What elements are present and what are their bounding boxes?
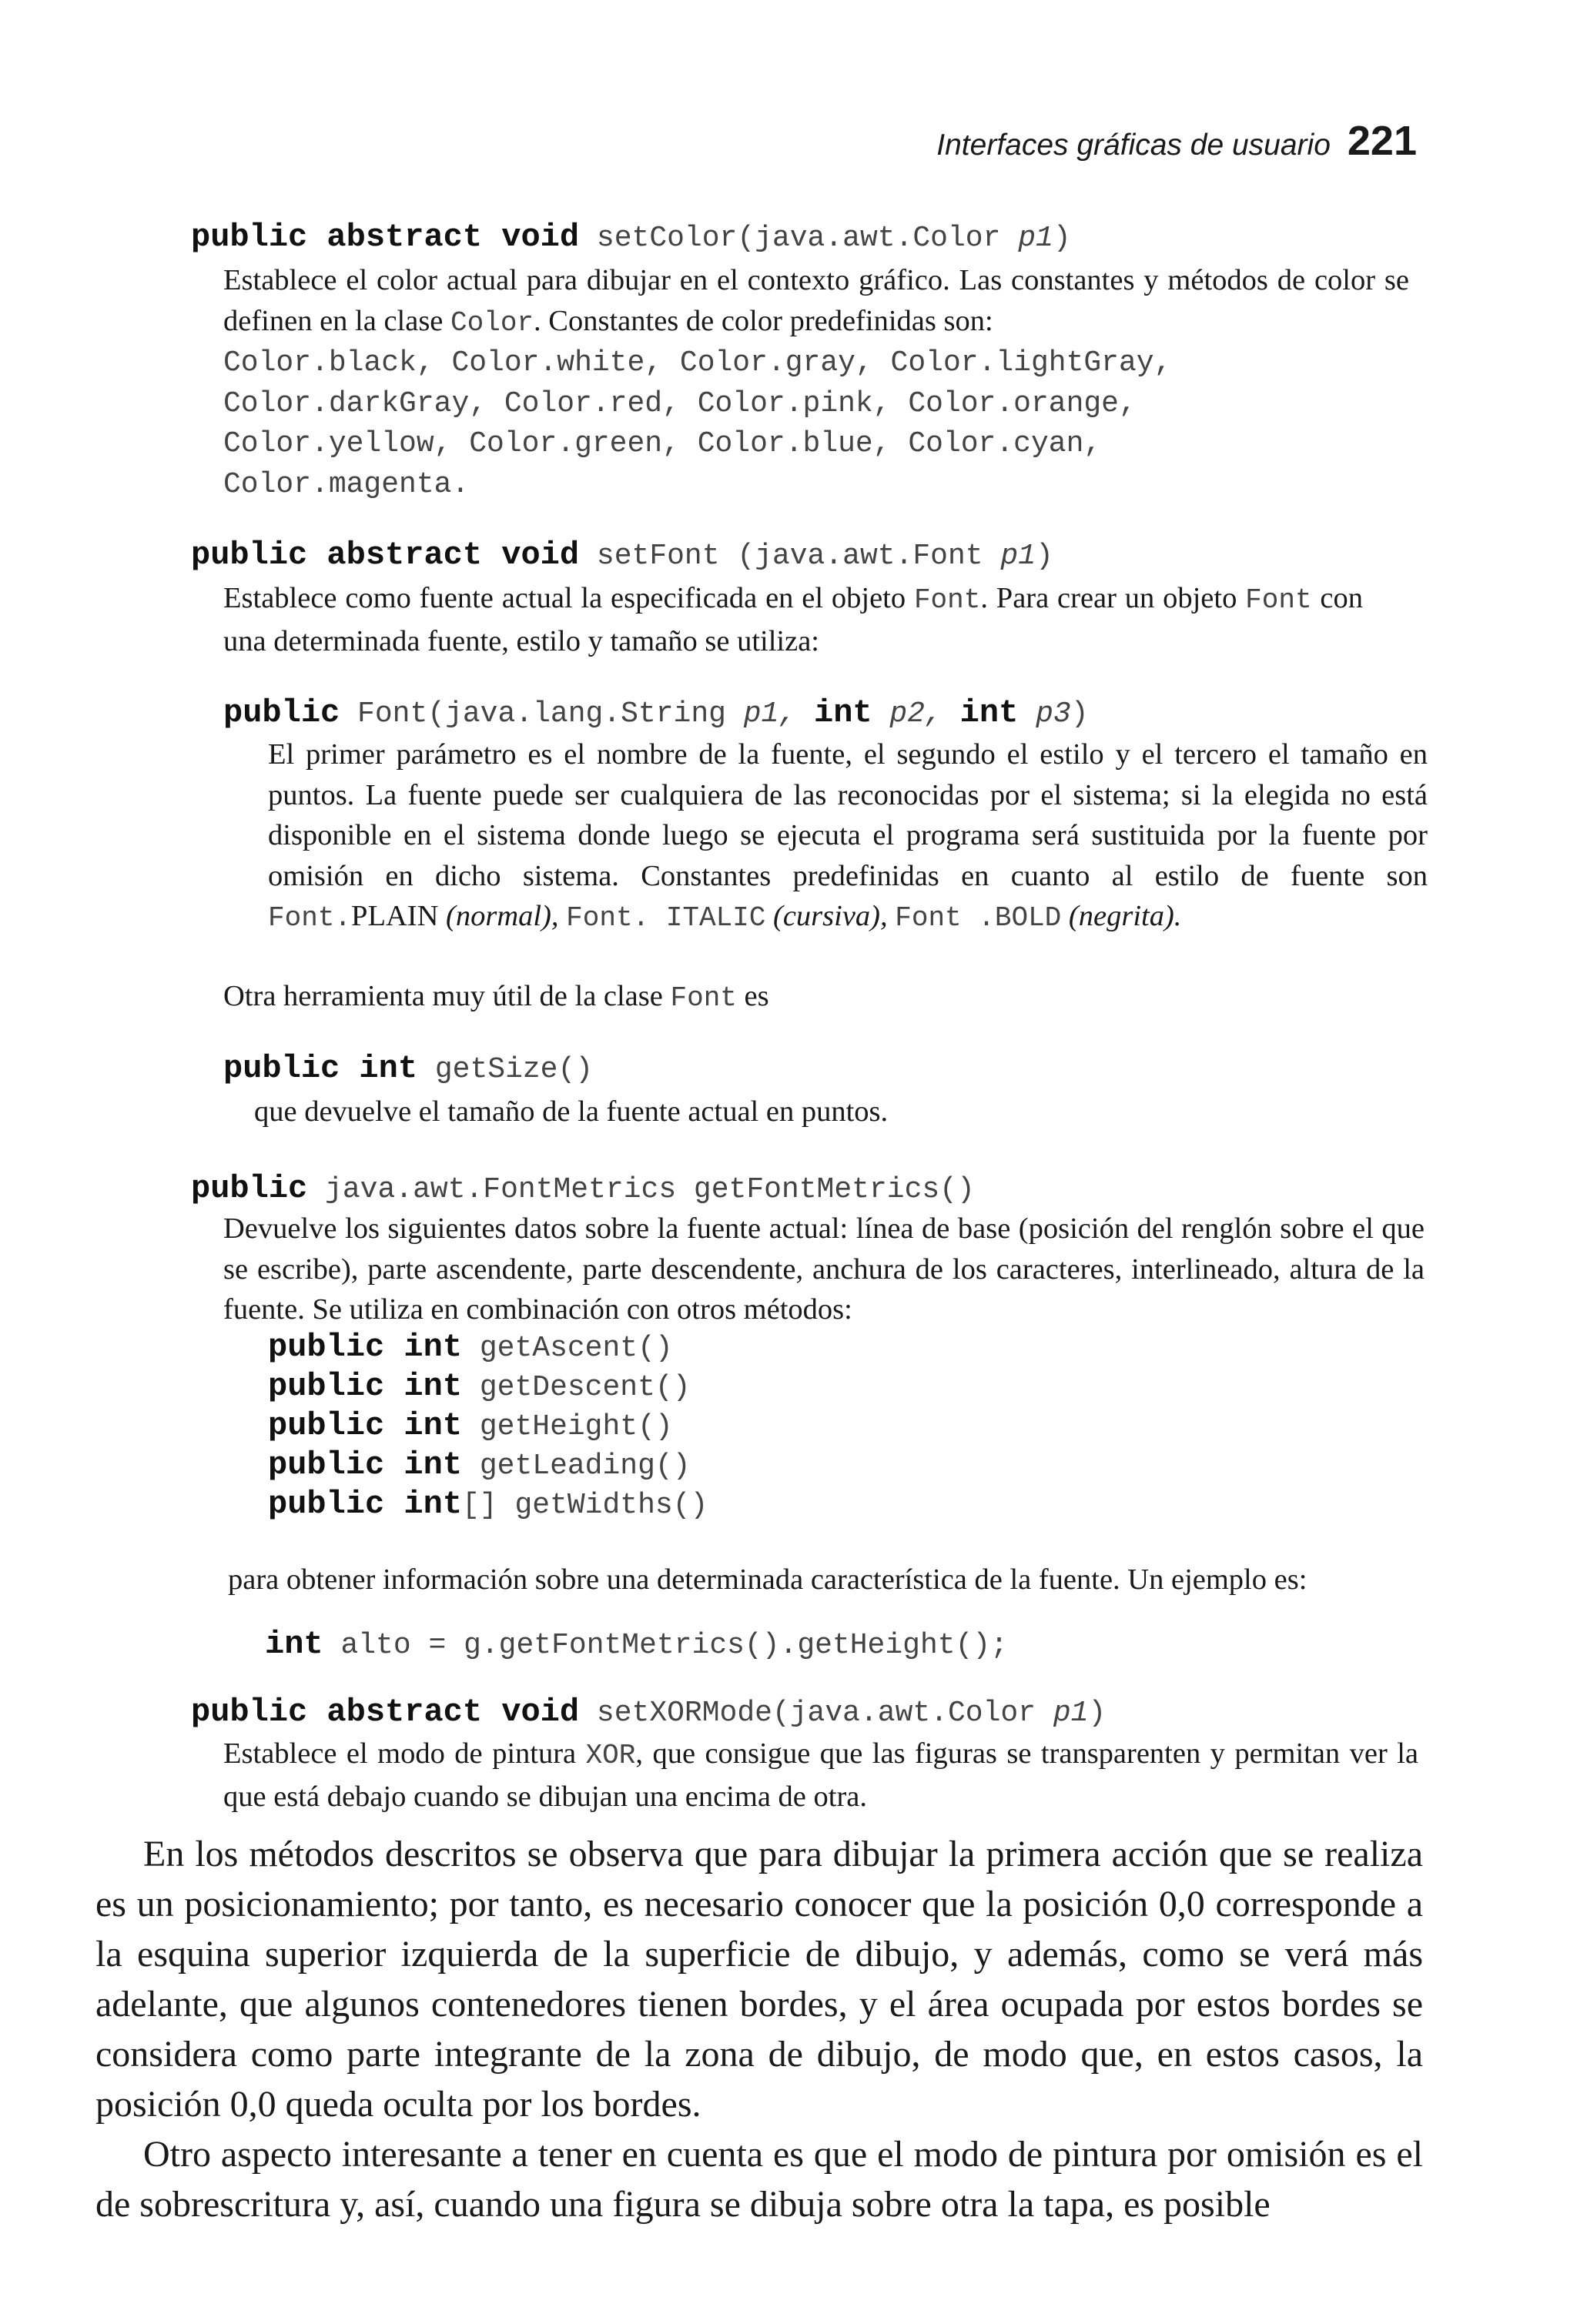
setxormode-description [223,1734,1418,1817]
setfont-desc-text-1: Establece como fuente actual la especificada en el objeto [223,582,906,614]
font-ctor-desc-text: El primer parámetro es el nombre de la fuente, el segundo el estilo y el tercero el tamaño en puntos. La fuente puede ser cualquiera de las reconocidas por el sistema; si la elegida no está disponible en el sistema donde luego se ejecuta el programa será sustituida por la fuente por omisión en dicho sistema. Constantes predefinidas en cuanto al estilo de fuente son [268,738,1428,892]
color-constants-line: Color.black, Color.white, Color.gray, Color.lightGray, [223,346,1172,380]
method-keywords: public int [268,1368,463,1405]
page-header [936,117,1417,165]
otra-text-1: Otra herramienta muy útil de la clase [223,980,663,1012]
code-example [265,1626,1008,1663]
setcolor-description [223,260,1409,505]
setfont-description [223,578,1363,661]
getsize-keywords: public int [223,1050,418,1087]
setfont-keywords: public abstract void [191,537,580,573]
setfont-desc-code-1: Font [913,584,981,616]
method-keywords: public int [268,1446,463,1483]
metrics-method [268,1486,708,1525]
metrics-method [268,1446,708,1486]
getsize-name: getSize() [434,1053,594,1086]
color-constants-list [223,343,1409,505]
font-constructor-description [268,734,1428,939]
metrics-after-text: para obtener información sobre una determinada característica de la fuente. Un ejemplo es: [228,1563,1307,1596]
font-ctor-name: Font(java.lang.String [357,697,726,731]
setcolor-desc-text-1: Establece el color actual para dibujar en el contexto gráfico. Las constantes y métodos de color se definen en la clase [223,264,1409,337]
getfontmetrics-description: Devuelve los siguientes datos sobre la fuente actual: línea de base (posición del renglón sobre el que se escribe), parte ascendente, parte descendente, anchura de los caracteres, interlineado, altura de la fuente. Se utiliza en combinación con otros métodos: [223,1212,1425,1326]
setxormode-param: p1 [1053,1697,1089,1730]
font-ctor-param-2: p2, [889,697,943,731]
header-title: Interfaces gráficas de usuario [936,129,1331,162]
setcolor-keywords: public abstract void [191,219,580,256]
setfont-desc-text-2: . Para crear un objeto [980,582,1237,614]
font-constructor-signature [223,694,1089,731]
font-ctor-close: ) [1070,697,1089,731]
color-constants-line: Color.darkGray, Color.red, Color.pink, Color.orange, [223,386,1137,420]
font-ctor-param-1: p1, [743,697,797,731]
setcolor-signature [191,219,1071,256]
page-number: 221 [1347,118,1417,164]
method-name: getLeading() [479,1450,691,1483]
setxor-desc-text-1: Establece el modo de pintura [223,1737,577,1770]
body-paragraph-2: Otro aspecto interesante a tener en cuenta es que el modo de pintura por omisión es el de sobrescritura y, así, cuando una figura se dibuja sobre otra la tapa, es posible [95,2134,1423,2225]
font-plain-const: PLAIN [351,900,439,932]
method-name: getHeight() [479,1410,673,1443]
font-italic-code: Font. ITALIC [566,902,766,934]
setfont-desc-text-3: con una determinada fuente, estilo y tamaño se utiliza: [223,582,1364,657]
font-ctor-keyword-2: int [813,694,872,731]
setcolor-param: p1 [1018,222,1053,255]
setxormode-signature [191,1694,1106,1730]
setxormode-keywords: public abstract void [191,1694,580,1730]
method-keywords: public int [268,1329,463,1366]
otra-herramienta-line [223,976,769,1019]
setcolor-desc-code-1: Color [450,306,534,339]
setxor-desc-text-2: , que consigue que las figuras se transparenten y permitan ver la que está debajo cuando se dibujan una encima de otra. [223,1737,1418,1813]
setcolor-desc-text-2: . Constantes de color predefinidas son: [534,304,993,337]
font-ctor-param-3: p3 [1036,697,1071,731]
color-constants-line: Color.yellow, Color.green, Color.blue, Color.cyan, [223,427,1102,460]
setfont-signature [191,537,1053,573]
getsize-signature [223,1050,593,1087]
getfontmetrics-keyword: public [191,1170,308,1207]
font-plain-label: (normal), [446,900,559,932]
font-plain-code: Font. [268,902,352,934]
setcolor-close: ) [1053,222,1071,255]
example-keyword: int [265,1626,323,1663]
getsize-description: que devuelve el tamaño de la fuente actual en puntos. [254,1095,889,1128]
setfont-param: p1 [1000,540,1036,573]
metrics-methods-list [268,1329,708,1525]
metrics-method [268,1368,708,1407]
metrics-method [268,1407,708,1446]
setxormode-name: setXORMode(java.awt.Color [596,1697,1036,1730]
method-brackets: [] [462,1489,497,1522]
getfontmetrics-signature [191,1170,975,1207]
method-name: getAscent() [479,1332,673,1365]
example-code: alto = g.getFontMetrics().getHeight(); [340,1629,1008,1662]
metrics-method [268,1329,708,1368]
font-italic-label: (cursiva), [773,900,888,932]
body-text [95,1829,1423,2229]
method-keywords: public int [268,1486,463,1523]
body-paragraph-1: En los métodos descritos se observa que para dibujar la primera acción que se realiza es un posicionamiento; por tanto, es necesario conocer que la posición 0,0 corresponde a la esquina superior izquierda de la superficie de dibujo, y además, como se verá más adelante, que algunos contenedores tienen bordes, y el área ocupada por estos bordes se considera como parte integrante de la zona de dibujo, de modo que, en estos casos, la posición 0,0 queda oculta por los bordes. [95,1834,1423,2125]
font-bold-code: Font .BOLD [895,902,1062,934]
method-name: getDescent() [479,1371,691,1404]
otra-text-2: es [744,980,769,1012]
setxor-desc-code: XOR [585,1740,636,1771]
font-ctor-keyword: public [223,694,340,731]
color-constants-line: Color.magenta. [223,467,470,501]
getfontmetrics-name: java.awt.FontMetrics getFontMetrics() [325,1173,975,1206]
setfont-name: setFont (java.awt.Font [596,540,983,573]
setfont-close: ) [1036,540,1053,573]
font-ctor-keyword-3: int [959,694,1019,731]
setxormode-close: ) [1088,1697,1107,1730]
method-keywords: public int [268,1407,463,1444]
setfont-desc-code-2: Font [1245,584,1312,616]
font-bold-label: (negrita). [1068,900,1182,932]
setcolor-name: setColor(java.awt.Color [596,222,1001,255]
otra-code: Font [670,982,737,1014]
method-name: getWidths() [514,1489,708,1522]
